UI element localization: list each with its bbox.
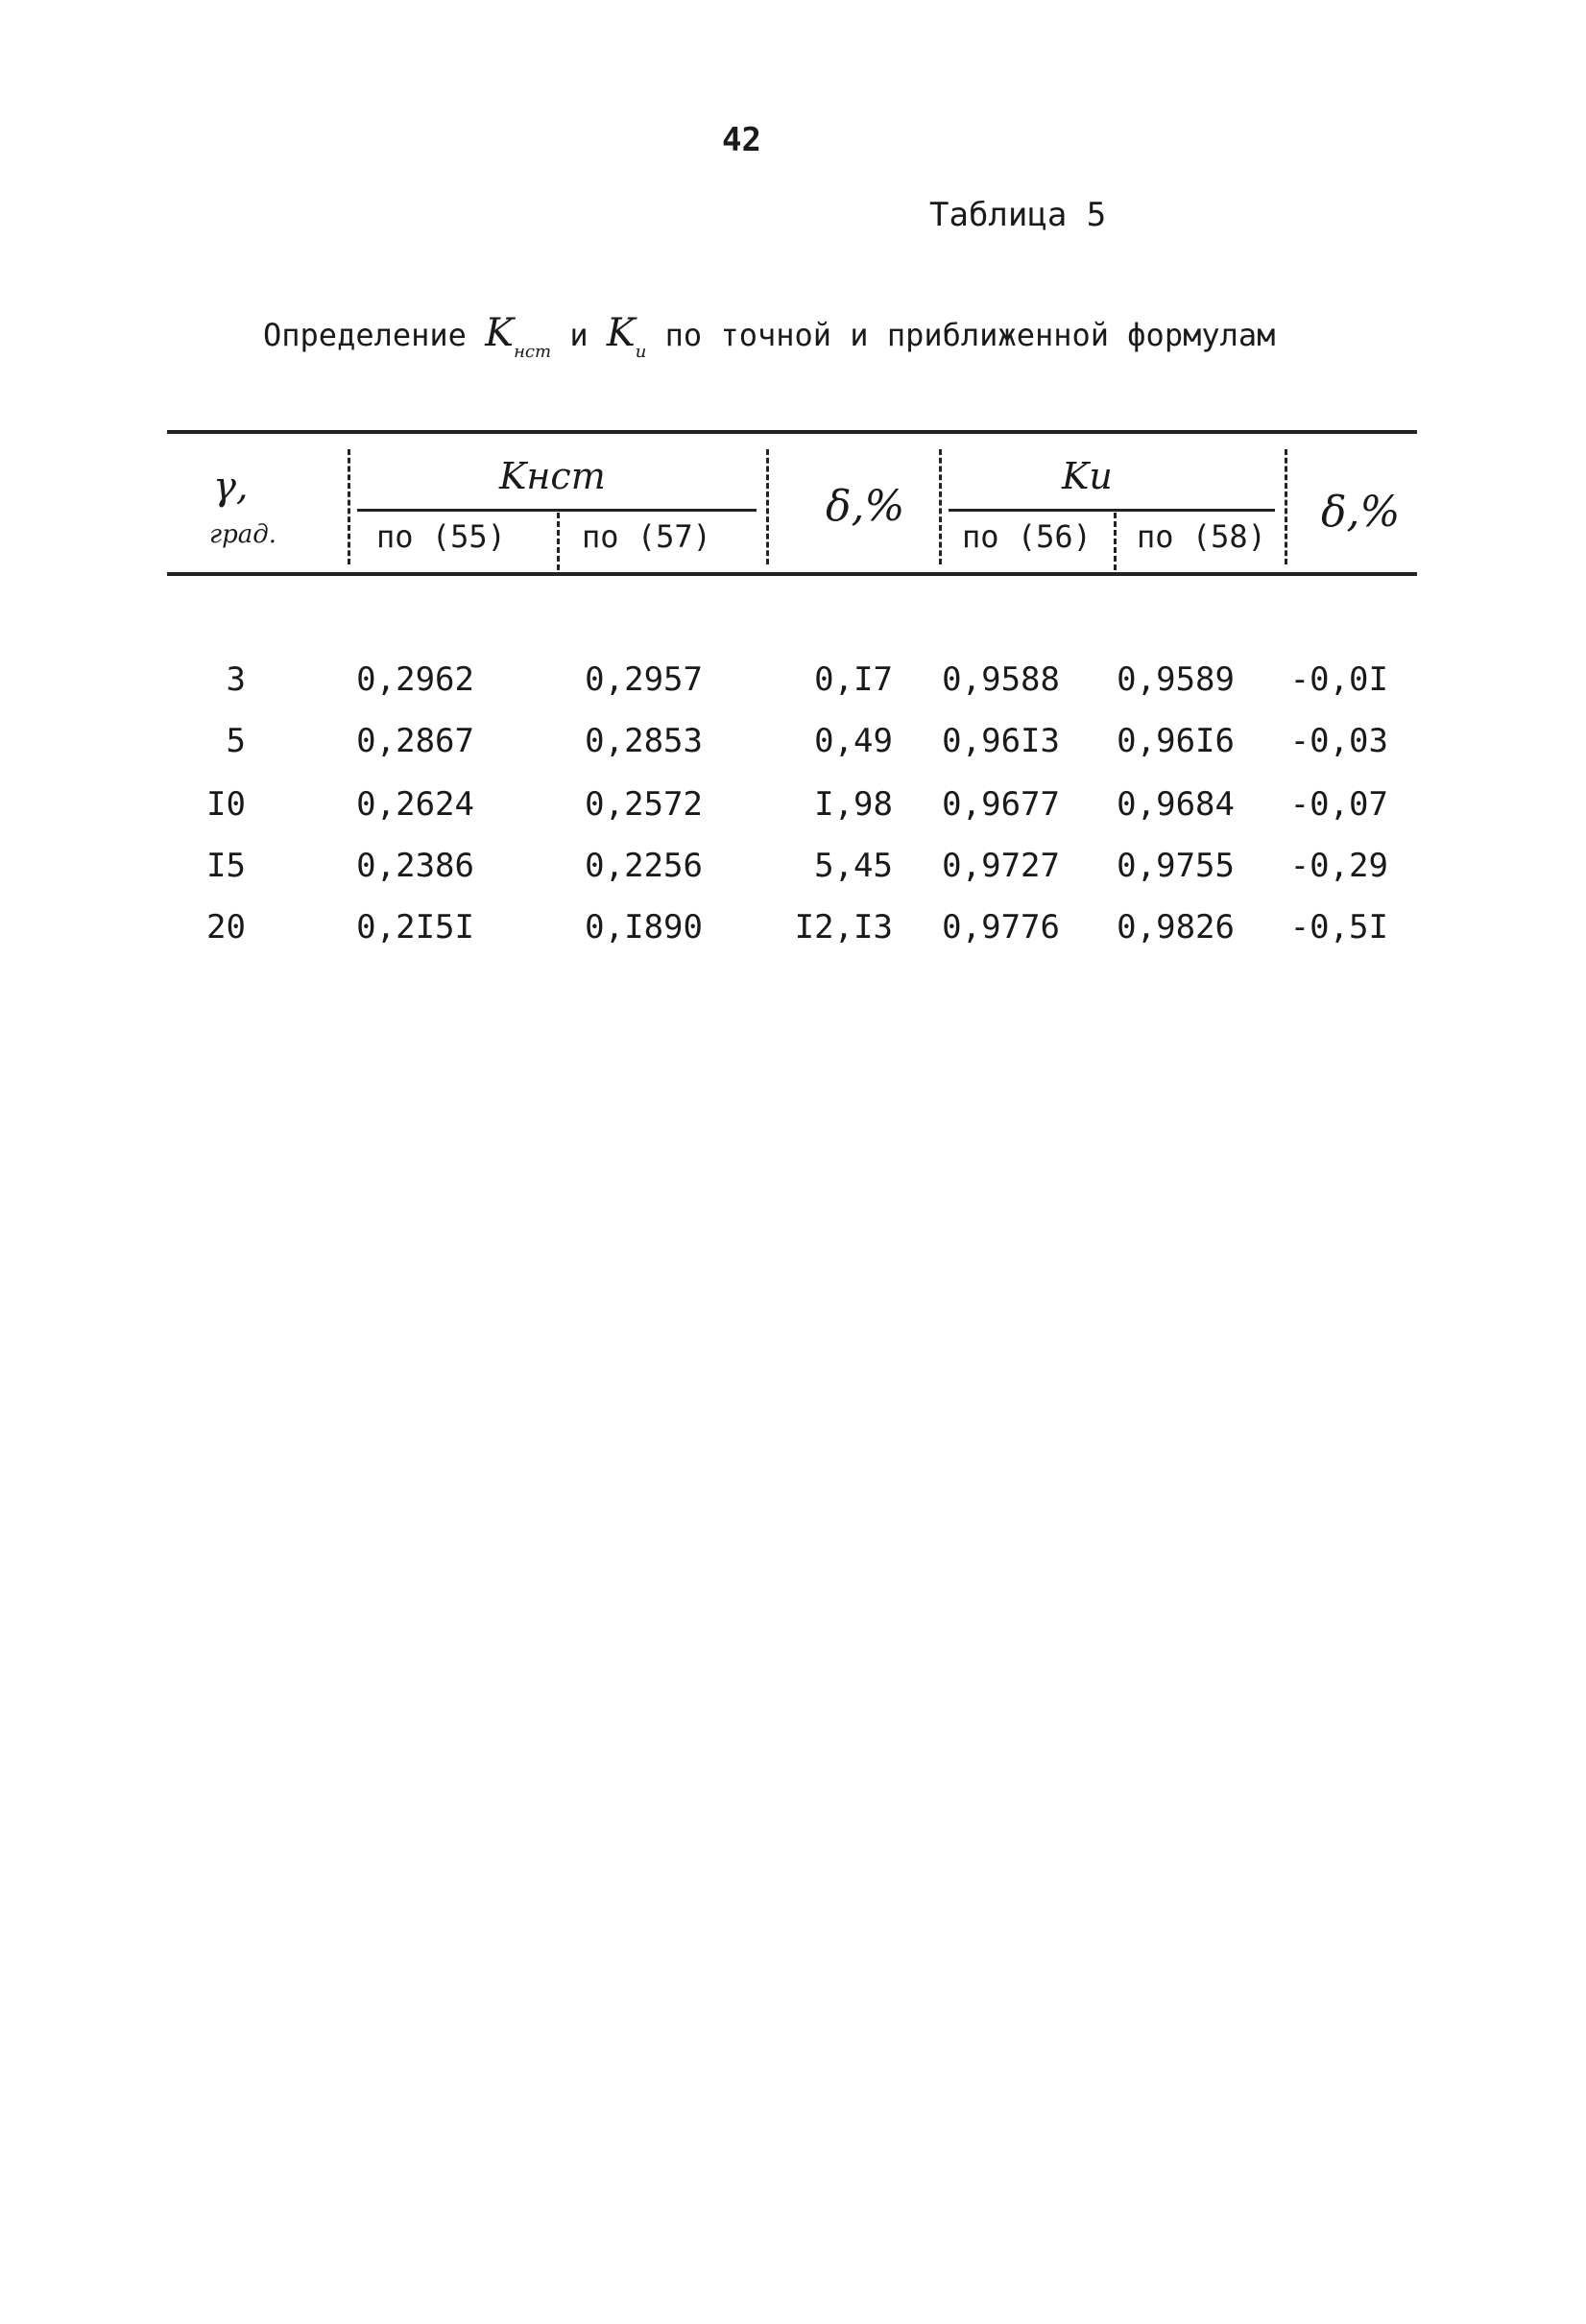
cell-delta-1: 0,49 [814,722,893,760]
cell-k-nst-55: 0,2962 [356,660,474,699]
header-separator [766,449,769,564]
cell-delta-1: 5,45 [814,847,893,885]
cell-delta-2: -0,03 [1289,722,1388,760]
caption-k2-sub: и [635,342,647,362]
cell-k-u-56: 0,96I3 [942,722,1060,760]
cell-delta-1: I,98 [814,785,893,824]
header-separator [1114,513,1117,570]
cell-delta-1: 0,I7 [814,660,893,699]
header-gamma: γ, [213,465,249,509]
cell-gamma: 20 [206,908,246,946]
header-separator [1285,449,1287,564]
cell-k-nst-57: 0,2853 [585,722,703,760]
cell-k-u-56: 0,9727 [942,847,1060,885]
cell-k-nst-57: 0,I890 [585,908,703,946]
cell-delta-2: -0,0I [1289,660,1388,699]
cell-k-nst-55: 0,2867 [356,722,474,760]
cell-k-u-56: 0,9677 [942,785,1060,824]
header-gamma-unit: град. [209,520,277,549]
header-delta-2: δ,% [1321,488,1401,537]
table-caption [263,311,1338,362]
cell-k-u-58: 0,9684 [1117,785,1235,824]
cell-gamma: I5 [206,847,246,885]
cell-k-u-56: 0,9776 [942,908,1060,946]
header-k-u-col1: по (56) [962,518,1092,555]
cell-k-nst-57: 0,2957 [585,660,703,699]
cell-k-nst-55: 0,2I5I [356,908,474,946]
header-k-nst-col1: по (55) [376,518,506,555]
page-number: 42 [722,121,761,159]
cell-k-u-58: 0,9826 [1117,908,1235,946]
cell-delta-1: I2,I3 [794,908,893,946]
caption-k1: K [485,311,515,355]
caption-k1-sub: нст [514,342,552,362]
cell-k-nst-55: 0,2624 [356,785,474,824]
cell-gamma: 5 [226,722,246,760]
cell-gamma: 3 [226,660,246,699]
table-header-rule [167,572,1417,576]
header-k-nst: Kнст [499,455,606,497]
header-delta-1: δ,% [826,482,905,531]
cell-k-u-58: 0,9589 [1117,660,1235,699]
cell-delta-2: -0,07 [1289,785,1388,824]
caption-part2: и [569,317,589,353]
cell-k-u-58: 0,9755 [1117,847,1235,885]
k-u-group-rule [949,509,1275,512]
cell-k-nst-57: 0,2256 [585,847,703,885]
cell-k-nst-57: 0,2572 [585,785,703,824]
header-k-u-col2: по (58) [1137,518,1266,555]
caption-part3: по точной и приближенной формулам [664,317,1276,353]
header-k-nst-col2: по (57) [582,518,711,555]
cell-delta-2: -0,5I [1289,908,1388,946]
cell-k-u-56: 0,9588 [942,660,1060,699]
cell-delta-2: -0,29 [1289,847,1388,885]
header-separator [939,449,942,564]
cell-k-u-58: 0,96I6 [1117,722,1235,760]
header-k-u: Kи [1062,455,1113,497]
table-top-rule [167,430,1417,434]
k-nst-group-rule [357,509,757,512]
caption-k2: K [606,311,636,355]
table-label: Таблица 5 [929,196,1107,234]
header-separator [348,449,350,564]
header-separator [557,513,560,570]
cell-k-nst-55: 0,2386 [356,847,474,885]
cell-gamma: I0 [206,785,246,824]
caption-part1: Определение [263,317,467,353]
